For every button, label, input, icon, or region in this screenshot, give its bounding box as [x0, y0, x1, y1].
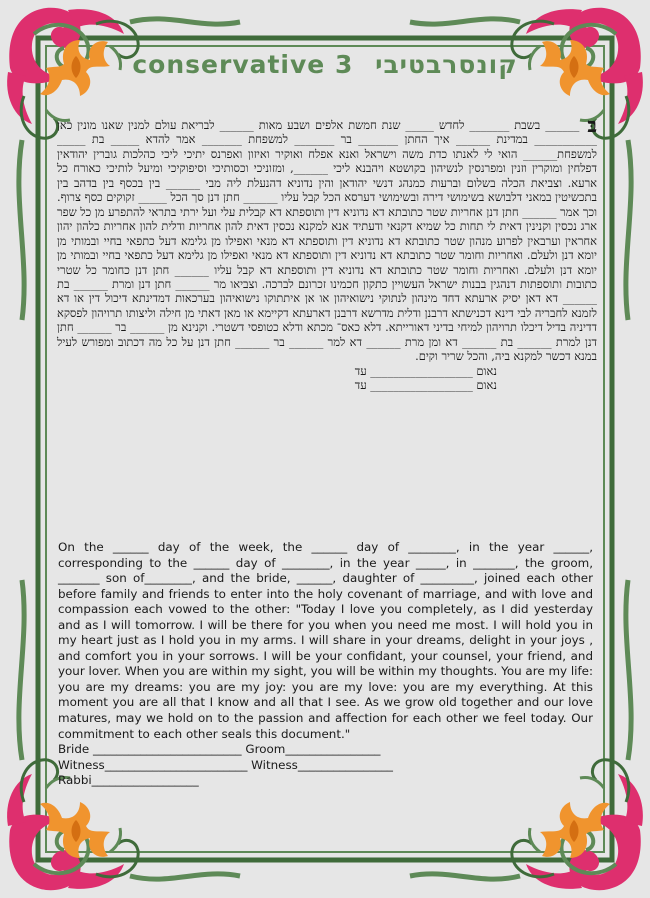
signature-line-rabbi: Rabbi__________________ — [58, 773, 199, 788]
hebrew-body — [57, 113, 597, 364]
hebrew-witness-line-1: נאום __________________ עד — [354, 363, 497, 378]
signature-line-bride-groom: Bride _________________________ Groom________________ — [58, 742, 381, 757]
hebrew-body-text: ______ בשבת _______ לחדש _____ שנת חמשת אלפים ושבע מאות ______ לבריאת עולם למנין שאנו מונין כאן ___________ במדינת ______ איך החתן _______ בר _______ למשפחת _______ אמר להדא _____ בת _____ למשפחת______ הואי לי לאנתו כדת משה וישראל ואנא אפלח ואוקיר ואיזון ואפרנס יתיכי ליכי כהלכות גוברין יהודאין דפלחין ומוקרין וזנין ומפרנסין לנשיהון בקושטא ויהבנא ליכי ______, ומזוניכי וכסותיכי וסיפוקיכי ומיעל לותיכי כאורח כל ארעא. וצביאת הכלה בשלום וברעות כמנהג דנשי יהודאן והין נדוניא דהנעלת ליה מבי ______ בין בכסף בין בדהב בין בתכשיטין במאני דלבושא בשימושי דירה ובשימושי דערסא הכל קבל עליו ______ חתן דנן סך הכל _____ זקוקים כסף צרוף. וכך אמר ______ חתן דנן אחריות שטר כתובתא דא נדוניא דין ותוספתא דא קבלית עלי ועל ירתי בתראי להתפרע מן כל שפר ארג נכסין וקנינין דאית לי תחות כל שמיא דקנאי ודעתיד אנא למקנא נכסין דאית להון אחריות ודלית להון אחריות כלהון יהון אחראין וערבאין לפרוע מנהון שטר כתובתא דא נדוניא דין ותוספתא דא מנאי ואפילו מן גלימא דעל כתפאי בחיי ובמותי מן יומא דנן ולעלם. ואחריות וחומר שטר כתובתא דא נדוניא דין ותוספתא דא מנאי ואפילו מן גלימא דעל כתפאי בחיי ובמותי מן יומא דנן ולעלם. ואחריות וחומר שטר כתובתא דא נדוניא דין ותוספתא דא קבל עליו ______ חתן דנן כחומר כל שטרי כתובות ותוספתות דנהגין בבנות ישראל העשויין כתקון חכמינו זכרונם לברכה. וצביאו מר ______ חתן דנן ומרת ______ בת ______ דא דאן יסיק ארעתא דחד מינהון לנתוקי נישואיהון או אן איתתוקו נישואיהון בערכאות דמדינתא דיכול דין או דא לזמנא לחבריה לבי דינא דכנישתא דרבנן ודלית מדרשא דרבנן דארעתא דקיימא או מאן דאתי מן חילה וליצותו תרויהון לפסקא דדיניה בדיל דיכלו תרויהון למיחי בדיני דאורייתא. דלא כאס־ מכתא ודלא כטופסי דשטרי. וקנינא מן ______ בר ______ חתן דנן למרת ______ בת ______ דא ומן מרת ______ דא למר ______ בר ______ חתן דנן על כל מה דכתוב ומפורש לעיל במנא דכשר למקנא ביה, והכל שריר וקים. — [57, 118, 597, 364]
title-english: conservative 3 — [132, 50, 354, 79]
document-title — [0, 50, 650, 79]
english-ketubah-text — [58, 540, 593, 789]
hebrew-witness-line-2: נאום __________________ עד — [354, 378, 497, 393]
signature-line-witnesses: Witness________________________ Witness________________ — [58, 757, 393, 772]
hebrew-first-letter: בּ — [587, 113, 597, 137]
hebrew-ketubah-text — [57, 113, 597, 393]
title-hebrew: קונסרבטיבי — [375, 50, 518, 79]
english-body: On the ______ day of the week, the ______ day of ________, in the year ______, corresponding to the ______ day of ________, in the year _____, in _______, the groom, _______ son of________, and the bride, ______, daughter of _________, joined each other before family and friends to enter into the holy covenant of marriage, and with love and compassion each vowed to the other: "Today I love you completely, as I did yesterday and as I will tomorrow. I will be there for you when you need me most. I will hold you in my heart just as I hold you in my arms. I will share in your dreams, delight in your joys , and comfort you in your sorrows. I will be your confidant, your counsel, your friend, and your lover. When you are within my sight, you will be within my thoughts. You are my life: you are my dreams: you are my joy: you are my love: you are my everything. At this moment you are all that I know and all that I see. As we grow old together and our love matures, may we hold on to the passion and affection for each other we feel today. Our commitment to each other seals this document." — [58, 540, 593, 741]
